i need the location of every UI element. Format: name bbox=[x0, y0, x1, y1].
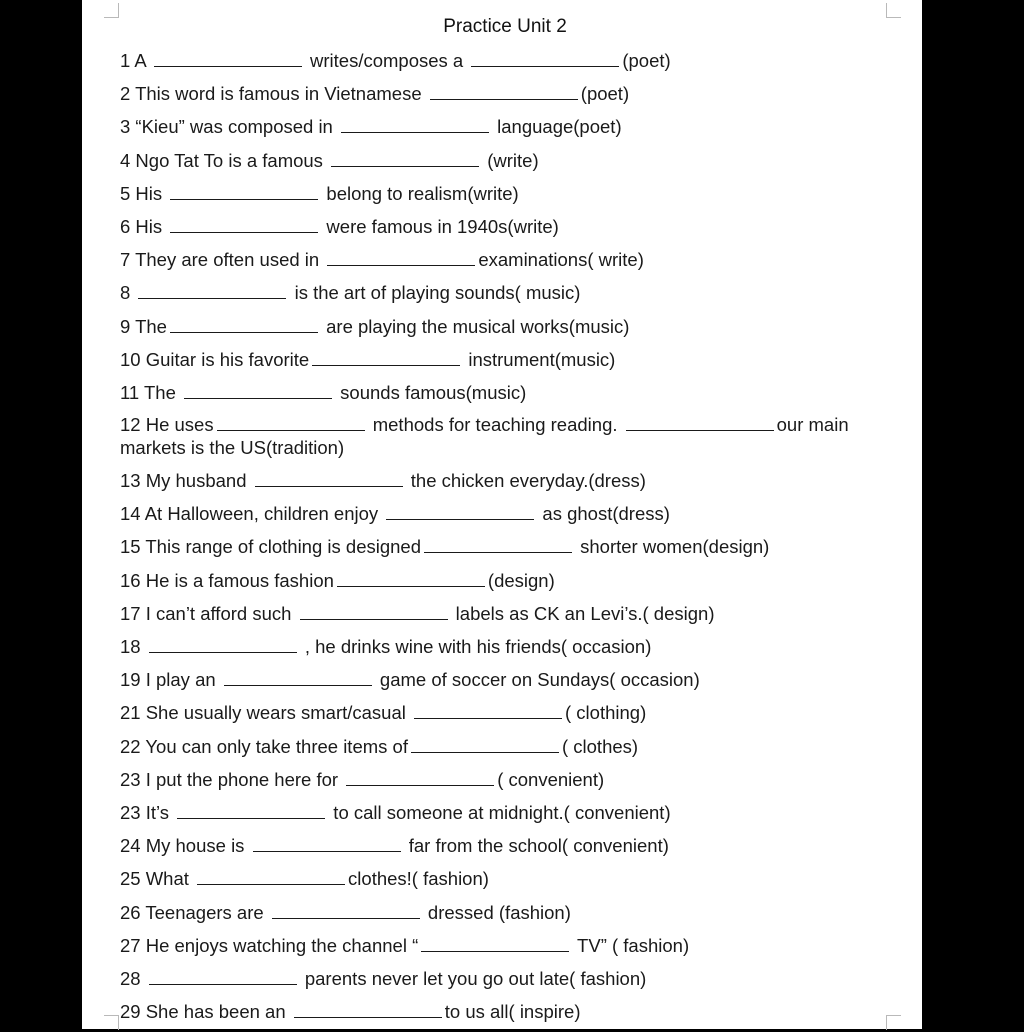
exercise-text: 24 My house is bbox=[120, 835, 250, 857]
exercise-item bbox=[120, 181, 880, 214]
exercise-text: 28 bbox=[120, 967, 146, 989]
answer-blank bbox=[346, 785, 494, 786]
exercise-item bbox=[120, 900, 880, 933]
exercise-text: 18 bbox=[120, 636, 146, 657]
exercise-text: , he drinks wine with his friends( occasion) bbox=[299, 636, 652, 657]
answer-blank bbox=[327, 265, 475, 266]
exercise-text: 8 bbox=[120, 282, 136, 304]
exercise-text: to us all( inspire) bbox=[444, 1001, 581, 1023]
exercise-text: to call someone at midnight.( convenient) bbox=[328, 801, 671, 823]
answer-blank bbox=[149, 652, 297, 653]
exercise-text: shorter women(design) bbox=[575, 536, 770, 558]
exercise-text: are playing the musical works(music) bbox=[320, 315, 630, 337]
page-title: Practice Unit 2 bbox=[443, 16, 567, 37]
exercise-text: 26 Teenagers are bbox=[120, 901, 269, 923]
exercise-item bbox=[120, 601, 880, 634]
exercise-text: sounds famous(music) bbox=[335, 381, 527, 403]
exercise-item bbox=[120, 933, 880, 966]
exercise-text: (design) bbox=[487, 569, 555, 591]
document-page bbox=[82, 0, 922, 1029]
exercise-text: 7 They are often used in bbox=[120, 249, 325, 271]
page-corner-mark bbox=[104, 1015, 119, 1030]
answer-blank bbox=[170, 199, 318, 200]
exercise-item bbox=[120, 247, 880, 280]
exercise-item bbox=[120, 314, 880, 347]
answer-blank bbox=[414, 718, 562, 719]
page-corner-mark bbox=[886, 1015, 901, 1030]
exercise-text: language(poet) bbox=[492, 116, 622, 138]
answer-blank bbox=[184, 398, 332, 399]
exercise-text: game of soccer on Sundays( occasion) bbox=[374, 669, 700, 691]
exercise-text: belong to realism(write) bbox=[321, 182, 519, 204]
answer-blank bbox=[386, 519, 534, 520]
exercise-text: ( clothes) bbox=[561, 735, 639, 757]
exercise-text: methods for teaching reading. bbox=[367, 414, 623, 436]
exercise-item bbox=[120, 347, 880, 380]
exercise-text: ( convenient) bbox=[497, 768, 605, 790]
exercise-item bbox=[120, 667, 880, 700]
exercise-text: 11 The bbox=[120, 381, 182, 403]
exercise-item bbox=[120, 280, 880, 313]
exercise-item bbox=[120, 767, 880, 800]
exercise-item bbox=[120, 800, 880, 833]
answer-blank bbox=[341, 132, 489, 133]
exercise-text: (poet) bbox=[580, 83, 630, 105]
exercise-text: 9 The bbox=[120, 315, 167, 337]
exercise-text: 19 I play an bbox=[120, 669, 221, 691]
exercise-item bbox=[120, 999, 880, 1032]
answer-blank bbox=[197, 884, 345, 885]
answer-blank bbox=[253, 851, 401, 852]
exercise-text: our main markets is the US(tradition) bbox=[120, 414, 849, 459]
answer-blank bbox=[424, 552, 572, 553]
exercise-item bbox=[120, 413, 880, 468]
exercise-text: 3 “Kieu” was composed in bbox=[120, 116, 338, 138]
exercise-text: clothes!( fashion) bbox=[348, 868, 489, 890]
answer-blank bbox=[421, 951, 569, 952]
exercise-text: (write) bbox=[482, 149, 539, 171]
exercise-text: 17 I can’t afford such bbox=[120, 602, 297, 624]
exercise-text: far from the school( convenient) bbox=[403, 835, 669, 857]
exercise-text: 27 He enjoys watching the channel “ bbox=[120, 934, 419, 956]
exercise-text: 10 Guitar is his favorite bbox=[120, 348, 310, 370]
exercise-text: is the art of playing sounds( music) bbox=[289, 282, 581, 304]
exercise-text: 23 I put the phone here for bbox=[120, 768, 344, 790]
exercise-text: examinations( write) bbox=[478, 249, 644, 271]
exercise-text: 15 This range of clothing is designed bbox=[120, 536, 421, 558]
exercise-text: as ghost(dress) bbox=[537, 503, 670, 525]
answer-blank bbox=[149, 984, 297, 985]
exercise-item bbox=[120, 501, 880, 534]
exercise-text: 14 At Halloween, children enjoy bbox=[120, 503, 384, 525]
exercise-item bbox=[120, 734, 880, 767]
exercise-item bbox=[120, 833, 880, 866]
exercise-item bbox=[120, 534, 880, 567]
exercise-item bbox=[120, 634, 880, 667]
exercise-list bbox=[120, 48, 880, 1032]
answer-blank bbox=[471, 66, 619, 67]
exercise-item bbox=[120, 380, 880, 413]
answer-blank bbox=[300, 619, 448, 620]
exercise-text: 16 He is a famous fashion bbox=[120, 569, 334, 591]
exercise-text: 13 My husband bbox=[120, 470, 252, 492]
exercise-text: were famous in 1940s(write) bbox=[321, 215, 559, 237]
exercise-text: 21 She usually wears smart/casual bbox=[120, 702, 411, 724]
exercise-item bbox=[120, 966, 880, 999]
exercise-text: 5 His bbox=[120, 182, 168, 204]
answer-blank bbox=[170, 232, 318, 233]
exercise-text: 29 She has been an bbox=[120, 1001, 291, 1023]
exercise-text: 1 A bbox=[120, 50, 151, 71]
answer-blank bbox=[154, 66, 302, 67]
answer-blank bbox=[626, 430, 774, 431]
answer-blank bbox=[337, 586, 485, 587]
answer-blank bbox=[217, 430, 365, 431]
answer-blank bbox=[411, 752, 559, 753]
exercise-text: parents never let you go out late( fashion) bbox=[299, 967, 647, 989]
exercise-text: dressed (fashion) bbox=[422, 901, 571, 923]
answer-blank bbox=[312, 365, 460, 366]
answer-blank bbox=[255, 486, 403, 487]
exercise-text: 2 This word is famous in Vietnamese bbox=[120, 83, 427, 105]
exercise-text: 6 His bbox=[120, 215, 168, 237]
exercise-item bbox=[120, 700, 880, 733]
exercise-item bbox=[120, 48, 880, 81]
exercise-text: (poet) bbox=[622, 50, 671, 71]
answer-blank bbox=[272, 918, 420, 919]
answer-blank bbox=[224, 685, 372, 686]
exercise-text: writes/composes a bbox=[304, 50, 469, 71]
exercise-text: 4 Ngo Tat To is a famous bbox=[120, 149, 329, 171]
exercise-text: instrument(music) bbox=[463, 348, 616, 370]
exercise-text: 23 It’s bbox=[120, 801, 175, 823]
exercise-text: 25 What bbox=[120, 868, 195, 890]
exercise-text: TV” ( fashion) bbox=[572, 934, 690, 956]
exercise-item bbox=[120, 214, 880, 247]
exercise-item bbox=[120, 568, 880, 601]
exercise-item bbox=[120, 866, 880, 899]
exercise-text: labels as CK an Levi’s.( design) bbox=[450, 602, 715, 624]
exercise-item bbox=[120, 148, 880, 181]
answer-blank bbox=[170, 332, 318, 333]
exercise-text: 22 You can only take three items of bbox=[120, 735, 408, 757]
exercise-item bbox=[120, 114, 880, 147]
exercise-item bbox=[120, 81, 880, 114]
exercise-text: the chicken everyday.(dress) bbox=[405, 470, 646, 492]
answer-blank bbox=[294, 1017, 442, 1018]
answer-blank bbox=[177, 818, 325, 819]
exercise-item bbox=[120, 468, 880, 501]
answer-blank bbox=[138, 298, 286, 299]
answer-blank bbox=[331, 166, 479, 167]
exercise-text: 12 He uses bbox=[120, 414, 214, 436]
exercise-text: ( clothing) bbox=[565, 702, 647, 724]
answer-blank bbox=[430, 99, 578, 100]
